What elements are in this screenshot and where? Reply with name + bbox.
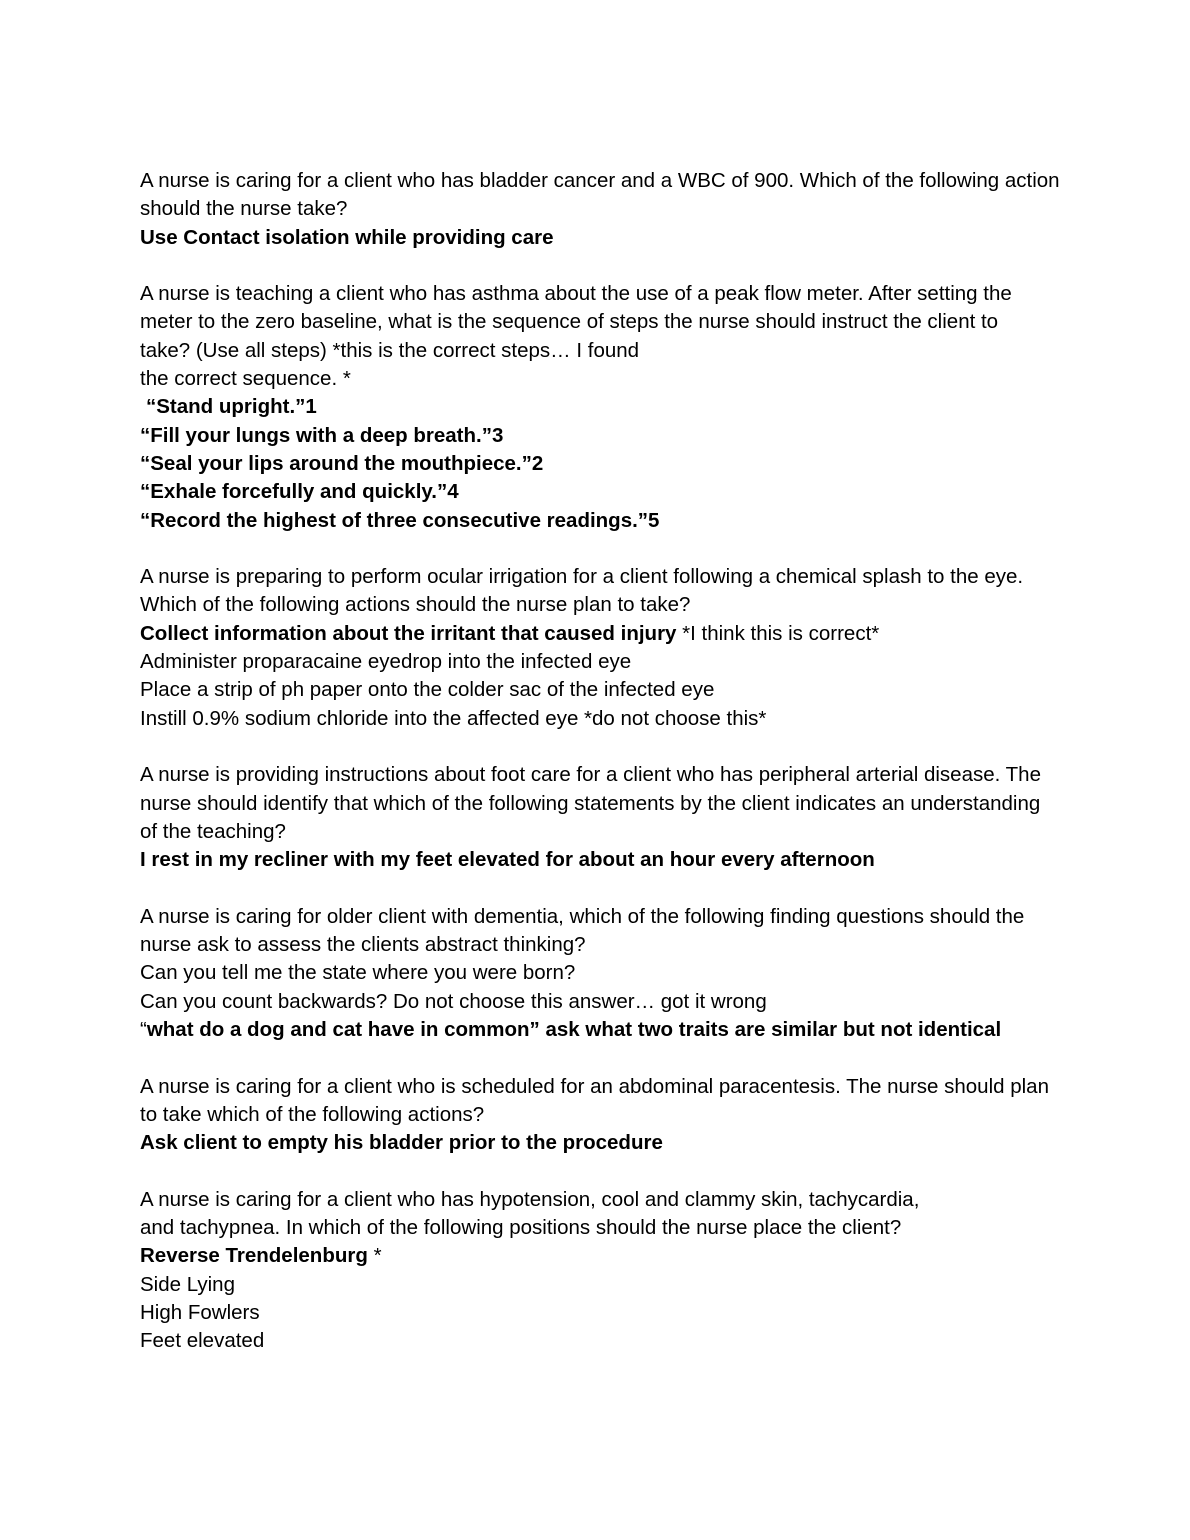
- answer-note: *I think this is correct*: [676, 621, 880, 645]
- answer-option: Side Lying: [140, 1272, 235, 1296]
- correct-answer: Collect information about the irritant that caused injury: [140, 621, 677, 645]
- correct-answer-line: [140, 1016, 1060, 1044]
- sequence-step: “Record the highest of three consecutive readings.”5: [140, 508, 660, 532]
- sequence-step: “Exhale forcefully and quickly.”4: [140, 480, 459, 504]
- question-block-4: [140, 761, 1060, 874]
- question-block-3: [140, 563, 1060, 733]
- question-text-line-2: and tachypnea. In which of the following positions should the nurse place the client?: [140, 1215, 902, 1239]
- answer-option: Can you count backwards? Do not choose this answer… got it wrong: [140, 989, 767, 1013]
- answer-option: High Fowlers: [140, 1300, 260, 1324]
- question-block-7: [140, 1186, 1060, 1356]
- question-block-5: [140, 903, 1060, 1044]
- answer-option: Place a strip of ph paper onto the colder sac of the infected eye: [140, 678, 715, 702]
- correct-answer: Ask client to empty his bladder prior to the procedure: [140, 1131, 663, 1155]
- question-text: A nurse is providing instructions about foot care for a client who has peripheral arterial disease. The nurse should identify that which of the following statements by the client indicates an understanding of the teaching?: [140, 763, 1041, 843]
- answer-option: Administer proparacaine eyedrop into the infected eye: [140, 650, 632, 674]
- question-text-line-2: meter to the zero baseline, what is the sequence of steps the nurse should instruct the client to: [140, 310, 999, 334]
- question-block-1: [140, 167, 1060, 252]
- answer-option: Feet elevated: [140, 1329, 265, 1353]
- correct-answer: Reverse Trendelenburg: [140, 1244, 368, 1268]
- question-text-line-1: A nurse is teaching a client who has asthma about the use of a peak flow meter. After setting the: [140, 282, 1012, 306]
- question-block-6: [140, 1073, 1060, 1158]
- sequence-step: “Seal your lips around the mouthpiece.”2: [140, 451, 544, 475]
- answer-quote-mark: “: [140, 1017, 147, 1041]
- question-text: A nurse is caring for older client with dementia, which of the following finding questions should the nurse ask to assess the clients abstract thinking?: [140, 904, 1025, 957]
- answer-note: *: [367, 1244, 382, 1268]
- question-text-line-3: take? (Use all steps) *this is the correct steps… I found: [140, 338, 640, 362]
- sequence-step: “Fill your lungs with a deep breath.”3: [140, 423, 504, 447]
- document-body: [140, 167, 1060, 1384]
- correct-answer: I rest in my recliner with my feet elevated for about an hour every afternoon: [140, 848, 875, 872]
- question-text-line-1: A nurse is caring for a client who has hypotension, cool and clammy skin, tachycardia,: [140, 1187, 920, 1211]
- answer-option: Can you tell me the state where you were born?: [140, 961, 576, 985]
- sequence-step: “Stand upright.”1: [146, 395, 317, 419]
- question-text: A nurse is caring for a client who has bladder cancer and a WBC of 900. Which of the following action should the nurse take?: [140, 169, 1060, 221]
- question-text-line-4: the correct sequence. *: [140, 367, 351, 391]
- answer-option: Instill 0.9% sodium chloride into the affected eye *do not choose this*: [140, 706, 767, 730]
- correct-answer-line: [140, 1242, 1060, 1270]
- question-text: A nurse is preparing to perform ocular irrigation for a client following a chemical splash to the eye. Which of the following actions should the nurse plan to take?: [140, 565, 1024, 617]
- question-block-2: [140, 280, 1060, 535]
- correct-answer: what do a dog and cat have in common” ask what two traits are similar but not identical: [146, 1017, 1002, 1041]
- correct-answer-line: [140, 620, 1060, 648]
- correct-answer: Use Contact isolation while providing care: [140, 225, 554, 249]
- question-text: A nurse is caring for a client who is scheduled for an abdominal paracentesis. The nurse should plan to take which of the following actions?: [140, 1074, 1049, 1126]
